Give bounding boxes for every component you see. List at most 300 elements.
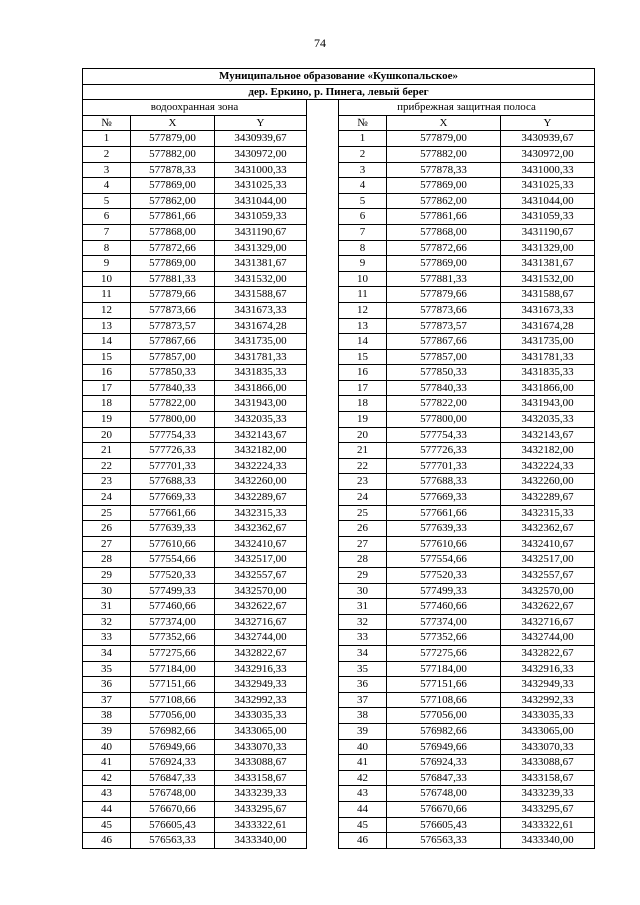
right-y-cell: 3432716,67 bbox=[501, 614, 595, 630]
table-body bbox=[83, 69, 595, 849]
right-y-cell: 3432182,00 bbox=[501, 443, 595, 459]
table-row bbox=[83, 287, 595, 303]
left-x-cell: 577726,33 bbox=[131, 443, 215, 459]
gap-cell bbox=[307, 801, 339, 817]
table-row bbox=[83, 490, 595, 506]
left-x-cell: 577108,66 bbox=[131, 692, 215, 708]
right-y-cell: 3433239,33 bbox=[501, 786, 595, 802]
right-number-cell: 23 bbox=[339, 474, 387, 490]
left-y-cell: 3432822,67 bbox=[215, 645, 307, 661]
right-x-cell: 576982,66 bbox=[387, 723, 501, 739]
right-x-cell: 577882,00 bbox=[387, 146, 501, 162]
right-y-cell: 3431381,67 bbox=[501, 256, 595, 272]
right-y-cell: 3432289,67 bbox=[501, 490, 595, 506]
right-y-cell: 3433065,00 bbox=[501, 723, 595, 739]
left-x-cell: 577661,66 bbox=[131, 505, 215, 521]
right-number-cell: 7 bbox=[339, 224, 387, 240]
page-number: 74 bbox=[314, 36, 326, 50]
right-number-cell: 26 bbox=[339, 521, 387, 537]
right-number-cell: 45 bbox=[339, 817, 387, 833]
left-x-cell: 577822,00 bbox=[131, 396, 215, 412]
water-protection-zone-header: водоохранная зона bbox=[83, 100, 307, 116]
left-number-cell: 2 bbox=[83, 146, 131, 162]
right-number-cell: 17 bbox=[339, 380, 387, 396]
right-y-cell: 3431329,00 bbox=[501, 240, 595, 256]
table-row bbox=[83, 723, 595, 739]
right-y-cell: 3431781,33 bbox=[501, 349, 595, 365]
left-x-cell: 577840,33 bbox=[131, 380, 215, 396]
left-x-cell: 577688,33 bbox=[131, 474, 215, 490]
right-x-cell: 577872,66 bbox=[387, 240, 501, 256]
right-x-cell: 577275,66 bbox=[387, 645, 501, 661]
left-number-cell: 20 bbox=[83, 427, 131, 443]
right-number-cell: 27 bbox=[339, 536, 387, 552]
right-y-cell: 3432744,00 bbox=[501, 630, 595, 646]
right-number-cell: 29 bbox=[339, 568, 387, 584]
right-number-cell: 6 bbox=[339, 209, 387, 225]
right-y-cell: 3431000,33 bbox=[501, 162, 595, 178]
gap-cell bbox=[307, 287, 339, 303]
table-row bbox=[83, 770, 595, 786]
gap-cell bbox=[307, 380, 339, 396]
left-number-cell: 8 bbox=[83, 240, 131, 256]
left-y-cell: 3430972,00 bbox=[215, 146, 307, 162]
gap-cell bbox=[307, 224, 339, 240]
right-number-cell: 28 bbox=[339, 552, 387, 568]
left-x-cell: 577701,33 bbox=[131, 458, 215, 474]
left-y-cell: 3430939,67 bbox=[215, 131, 307, 147]
right-y-cell: 3432822,67 bbox=[501, 645, 595, 661]
right-number-cell: 10 bbox=[339, 271, 387, 287]
gap-cell bbox=[307, 396, 339, 412]
right-number-cell: 40 bbox=[339, 739, 387, 755]
left-x-cell: 577881,33 bbox=[131, 271, 215, 287]
table-row bbox=[83, 505, 595, 521]
right-y-cell: 3431735,00 bbox=[501, 334, 595, 350]
table-row bbox=[83, 318, 595, 334]
left-x-cell: 577554,66 bbox=[131, 552, 215, 568]
right-x-cell: 577108,66 bbox=[387, 692, 501, 708]
right-x-cell: 577460,66 bbox=[387, 599, 501, 615]
table-row bbox=[83, 380, 595, 396]
left-x-cell: 577275,66 bbox=[131, 645, 215, 661]
gap-cell bbox=[307, 209, 339, 225]
gap-cell bbox=[307, 100, 339, 116]
left-y-cell: 3431059,33 bbox=[215, 209, 307, 225]
gap-cell bbox=[307, 349, 339, 365]
right-y-cell: 3431044,00 bbox=[501, 193, 595, 209]
left-number-cell: 29 bbox=[83, 568, 131, 584]
left-number-cell: 23 bbox=[83, 474, 131, 490]
left-number-cell: 39 bbox=[83, 723, 131, 739]
left-number-cell: 6 bbox=[83, 209, 131, 225]
left-number-cell: 22 bbox=[83, 458, 131, 474]
right-y-cell: 3432143,67 bbox=[501, 427, 595, 443]
table-row bbox=[83, 349, 595, 365]
left-x-cell: 577184,00 bbox=[131, 661, 215, 677]
left-number-cell: 38 bbox=[83, 708, 131, 724]
left-y-cell: 3431781,33 bbox=[215, 349, 307, 365]
left-y-cell: 3431025,33 bbox=[215, 178, 307, 194]
right-number-cell: 2 bbox=[339, 146, 387, 162]
left-number-cell: 44 bbox=[83, 801, 131, 817]
right-x-cell: 577861,66 bbox=[387, 209, 501, 225]
right-number-cell: 19 bbox=[339, 412, 387, 428]
left-number-cell: 4 bbox=[83, 178, 131, 194]
left-number-cell: 35 bbox=[83, 661, 131, 677]
right-number-cell: 31 bbox=[339, 599, 387, 615]
left-x-cell: 577873,66 bbox=[131, 302, 215, 318]
table-row bbox=[83, 521, 595, 537]
right-number-cell: 14 bbox=[339, 334, 387, 350]
table-row bbox=[83, 536, 595, 552]
table-row bbox=[83, 692, 595, 708]
table-row bbox=[83, 146, 595, 162]
gap-cell bbox=[307, 630, 339, 646]
left-number-cell: 9 bbox=[83, 256, 131, 272]
right-y-cell: 3432315,33 bbox=[501, 505, 595, 521]
gap-cell bbox=[307, 240, 339, 256]
left-number-cell: 30 bbox=[83, 583, 131, 599]
left-x-cell: 576847,33 bbox=[131, 770, 215, 786]
right-y-header: Y bbox=[501, 115, 595, 131]
left-number-cell: 32 bbox=[83, 614, 131, 630]
gap-cell bbox=[307, 474, 339, 490]
gap-cell bbox=[307, 583, 339, 599]
left-y-cell: 3431588,67 bbox=[215, 287, 307, 303]
left-number-cell: 42 bbox=[83, 770, 131, 786]
right-x-header: X bbox=[387, 115, 501, 131]
left-y-header: Y bbox=[215, 115, 307, 131]
right-number-cell: 33 bbox=[339, 630, 387, 646]
left-number-cell: 17 bbox=[83, 380, 131, 396]
right-number-cell: 42 bbox=[339, 770, 387, 786]
right-x-cell: 577499,33 bbox=[387, 583, 501, 599]
right-number-cell: 1 bbox=[339, 131, 387, 147]
right-number-cell: 18 bbox=[339, 396, 387, 412]
left-number-header: № bbox=[83, 115, 131, 131]
right-x-cell: 577688,33 bbox=[387, 474, 501, 490]
right-number-cell: 36 bbox=[339, 677, 387, 693]
left-x-cell: 577857,00 bbox=[131, 349, 215, 365]
right-y-cell: 3432224,33 bbox=[501, 458, 595, 474]
right-x-cell: 577879,66 bbox=[387, 287, 501, 303]
right-y-cell: 3431835,33 bbox=[501, 365, 595, 381]
left-x-cell: 576982,66 bbox=[131, 723, 215, 739]
right-x-cell: 576563,33 bbox=[387, 833, 501, 849]
left-number-cell: 36 bbox=[83, 677, 131, 693]
left-number-cell: 19 bbox=[83, 412, 131, 428]
left-x-cell: 577878,33 bbox=[131, 162, 215, 178]
table-row bbox=[83, 365, 595, 381]
table-row bbox=[83, 178, 595, 194]
gap-cell bbox=[307, 318, 339, 334]
left-number-cell: 40 bbox=[83, 739, 131, 755]
table-row bbox=[83, 552, 595, 568]
right-x-cell: 577669,33 bbox=[387, 490, 501, 506]
gap-cell bbox=[307, 505, 339, 521]
right-y-cell: 3433035,33 bbox=[501, 708, 595, 724]
left-y-cell: 3432744,00 bbox=[215, 630, 307, 646]
left-y-cell: 3432517,00 bbox=[215, 552, 307, 568]
table-row bbox=[83, 583, 595, 599]
table-row bbox=[83, 458, 595, 474]
left-y-cell: 3432992,33 bbox=[215, 692, 307, 708]
table-row bbox=[83, 755, 595, 771]
left-number-cell: 18 bbox=[83, 396, 131, 412]
left-y-cell: 3431835,33 bbox=[215, 365, 307, 381]
right-y-cell: 3431588,67 bbox=[501, 287, 595, 303]
gap-cell bbox=[307, 458, 339, 474]
right-x-cell: 577554,66 bbox=[387, 552, 501, 568]
table-row bbox=[83, 396, 595, 412]
municipality-title: Муниципальное образование «Кушкопальское» bbox=[83, 69, 595, 85]
left-x-cell: 577056,00 bbox=[131, 708, 215, 724]
gap-cell bbox=[307, 271, 339, 287]
gap-cell bbox=[307, 412, 339, 428]
left-number-cell: 25 bbox=[83, 505, 131, 521]
right-x-cell: 577754,33 bbox=[387, 427, 501, 443]
right-number-cell: 12 bbox=[339, 302, 387, 318]
left-y-cell: 3432916,33 bbox=[215, 661, 307, 677]
left-number-cell: 13 bbox=[83, 318, 131, 334]
right-x-cell: 577151,66 bbox=[387, 677, 501, 693]
left-x-cell: 577862,00 bbox=[131, 193, 215, 209]
left-y-cell: 3433322,61 bbox=[215, 817, 307, 833]
right-number-header: № bbox=[339, 115, 387, 131]
left-x-cell: 577873,57 bbox=[131, 318, 215, 334]
left-x-cell: 576605,43 bbox=[131, 817, 215, 833]
left-y-cell: 3431866,00 bbox=[215, 380, 307, 396]
right-x-cell: 577873,66 bbox=[387, 302, 501, 318]
right-y-cell: 3432992,33 bbox=[501, 692, 595, 708]
left-x-cell: 577869,00 bbox=[131, 256, 215, 272]
coordinates-table bbox=[82, 68, 595, 849]
right-x-cell: 577873,57 bbox=[387, 318, 501, 334]
table-row bbox=[83, 474, 595, 490]
left-y-cell: 3432260,00 bbox=[215, 474, 307, 490]
gap-cell bbox=[307, 115, 339, 131]
left-number-cell: 14 bbox=[83, 334, 131, 350]
right-number-cell: 32 bbox=[339, 614, 387, 630]
right-number-cell: 5 bbox=[339, 193, 387, 209]
table-row bbox=[83, 786, 595, 802]
right-y-cell: 3433340,00 bbox=[501, 833, 595, 849]
left-x-cell: 576924,33 bbox=[131, 755, 215, 771]
left-y-cell: 3431381,67 bbox=[215, 256, 307, 272]
table-row bbox=[83, 645, 595, 661]
gap-cell bbox=[307, 661, 339, 677]
right-number-cell: 21 bbox=[339, 443, 387, 459]
right-number-cell: 30 bbox=[339, 583, 387, 599]
left-y-cell: 3432182,00 bbox=[215, 443, 307, 459]
left-number-cell: 10 bbox=[83, 271, 131, 287]
left-x-cell: 577669,33 bbox=[131, 490, 215, 506]
right-y-cell: 3432622,67 bbox=[501, 599, 595, 615]
left-x-cell: 577352,66 bbox=[131, 630, 215, 646]
left-number-cell: 1 bbox=[83, 131, 131, 147]
left-number-cell: 45 bbox=[83, 817, 131, 833]
right-x-cell: 577869,00 bbox=[387, 256, 501, 272]
right-x-cell: 576847,33 bbox=[387, 770, 501, 786]
right-x-cell: 577374,00 bbox=[387, 614, 501, 630]
left-x-cell: 577499,33 bbox=[131, 583, 215, 599]
gap-cell bbox=[307, 677, 339, 693]
right-y-cell: 3432570,00 bbox=[501, 583, 595, 599]
left-y-cell: 3432224,33 bbox=[215, 458, 307, 474]
left-x-cell: 577800,00 bbox=[131, 412, 215, 428]
gap-cell bbox=[307, 552, 339, 568]
right-y-cell: 3433088,67 bbox=[501, 755, 595, 771]
right-number-cell: 38 bbox=[339, 708, 387, 724]
gap-cell bbox=[307, 692, 339, 708]
left-x-cell: 577882,00 bbox=[131, 146, 215, 162]
right-x-cell: 577869,00 bbox=[387, 178, 501, 194]
left-y-cell: 3432570,00 bbox=[215, 583, 307, 599]
left-x-cell: 576670,66 bbox=[131, 801, 215, 817]
gap-cell bbox=[307, 599, 339, 615]
right-x-cell: 577610,66 bbox=[387, 536, 501, 552]
left-x-cell: 577374,00 bbox=[131, 614, 215, 630]
left-y-cell: 3432143,67 bbox=[215, 427, 307, 443]
left-y-cell: 3432315,33 bbox=[215, 505, 307, 521]
left-number-cell: 16 bbox=[83, 365, 131, 381]
gap-cell bbox=[307, 786, 339, 802]
right-x-cell: 577862,00 bbox=[387, 193, 501, 209]
right-x-cell: 576924,33 bbox=[387, 755, 501, 771]
left-y-cell: 3432410,67 bbox=[215, 536, 307, 552]
left-y-cell: 3433239,33 bbox=[215, 786, 307, 802]
right-x-cell: 577867,66 bbox=[387, 334, 501, 350]
left-x-cell: 577879,00 bbox=[131, 131, 215, 147]
gap-cell bbox=[307, 178, 339, 194]
left-number-cell: 15 bbox=[83, 349, 131, 365]
right-number-cell: 22 bbox=[339, 458, 387, 474]
table-row bbox=[83, 240, 595, 256]
left-x-cell: 576563,33 bbox=[131, 833, 215, 849]
left-y-cell: 3431943,00 bbox=[215, 396, 307, 412]
left-number-cell: 24 bbox=[83, 490, 131, 506]
gap-cell bbox=[307, 833, 339, 849]
left-number-cell: 5 bbox=[83, 193, 131, 209]
table-row bbox=[83, 661, 595, 677]
right-x-cell: 577520,33 bbox=[387, 568, 501, 584]
left-x-cell: 577850,33 bbox=[131, 365, 215, 381]
left-y-cell: 3433088,67 bbox=[215, 755, 307, 771]
left-number-cell: 27 bbox=[83, 536, 131, 552]
gap-cell bbox=[307, 645, 339, 661]
right-x-cell: 577850,33 bbox=[387, 365, 501, 381]
left-y-cell: 3433065,00 bbox=[215, 723, 307, 739]
table-row bbox=[83, 614, 595, 630]
right-y-cell: 3431025,33 bbox=[501, 178, 595, 194]
right-x-cell: 577800,00 bbox=[387, 412, 501, 428]
left-number-cell: 43 bbox=[83, 786, 131, 802]
table-row bbox=[83, 708, 595, 724]
right-x-cell: 577661,66 bbox=[387, 505, 501, 521]
left-y-cell: 3432949,33 bbox=[215, 677, 307, 693]
left-y-cell: 3433035,33 bbox=[215, 708, 307, 724]
table-row bbox=[83, 256, 595, 272]
right-number-cell: 8 bbox=[339, 240, 387, 256]
right-number-cell: 11 bbox=[339, 287, 387, 303]
left-number-cell: 11 bbox=[83, 287, 131, 303]
left-y-cell: 3432622,67 bbox=[215, 599, 307, 615]
left-y-cell: 3433158,67 bbox=[215, 770, 307, 786]
left-x-cell: 577869,00 bbox=[131, 178, 215, 194]
left-y-cell: 3432035,33 bbox=[215, 412, 307, 428]
right-number-cell: 25 bbox=[339, 505, 387, 521]
left-number-cell: 12 bbox=[83, 302, 131, 318]
left-number-cell: 3 bbox=[83, 162, 131, 178]
right-y-cell: 3432362,67 bbox=[501, 521, 595, 537]
left-x-cell: 577610,66 bbox=[131, 536, 215, 552]
table-row bbox=[83, 209, 595, 225]
right-y-cell: 3430939,67 bbox=[501, 131, 595, 147]
gap-cell bbox=[307, 770, 339, 786]
gap-cell bbox=[307, 302, 339, 318]
left-y-cell: 3431329,00 bbox=[215, 240, 307, 256]
right-y-cell: 3430972,00 bbox=[501, 146, 595, 162]
right-number-cell: 13 bbox=[339, 318, 387, 334]
left-y-cell: 3431735,00 bbox=[215, 334, 307, 350]
table-row bbox=[83, 162, 595, 178]
right-y-cell: 3431532,00 bbox=[501, 271, 595, 287]
gap-cell bbox=[307, 817, 339, 833]
right-y-cell: 3432035,33 bbox=[501, 412, 595, 428]
gap-cell bbox=[307, 755, 339, 771]
left-y-cell: 3431190,67 bbox=[215, 224, 307, 240]
table-row bbox=[83, 224, 595, 240]
right-number-cell: 16 bbox=[339, 365, 387, 381]
gap-cell bbox=[307, 708, 339, 724]
left-y-cell: 3432557,67 bbox=[215, 568, 307, 584]
left-x-cell: 577520,33 bbox=[131, 568, 215, 584]
right-x-cell: 577881,33 bbox=[387, 271, 501, 287]
right-y-cell: 3432949,33 bbox=[501, 677, 595, 693]
table-row bbox=[83, 427, 595, 443]
left-number-cell: 46 bbox=[83, 833, 131, 849]
right-x-cell: 577857,00 bbox=[387, 349, 501, 365]
left-x-cell: 577867,66 bbox=[131, 334, 215, 350]
right-number-cell: 9 bbox=[339, 256, 387, 272]
right-y-cell: 3431674,28 bbox=[501, 318, 595, 334]
gap-cell bbox=[307, 614, 339, 630]
right-x-cell: 577701,33 bbox=[387, 458, 501, 474]
gap-cell bbox=[307, 162, 339, 178]
left-number-cell: 41 bbox=[83, 755, 131, 771]
right-x-cell: 577868,00 bbox=[387, 224, 501, 240]
left-number-cell: 31 bbox=[83, 599, 131, 615]
table-row bbox=[83, 334, 595, 350]
right-number-cell: 39 bbox=[339, 723, 387, 739]
left-x-cell: 576949,66 bbox=[131, 739, 215, 755]
left-number-cell: 21 bbox=[83, 443, 131, 459]
left-number-cell: 26 bbox=[83, 521, 131, 537]
right-y-cell: 3433322,61 bbox=[501, 817, 595, 833]
right-number-cell: 43 bbox=[339, 786, 387, 802]
right-y-cell: 3433295,67 bbox=[501, 801, 595, 817]
left-number-cell: 34 bbox=[83, 645, 131, 661]
table-row bbox=[83, 131, 595, 147]
left-y-cell: 3431000,33 bbox=[215, 162, 307, 178]
left-x-cell: 576748,00 bbox=[131, 786, 215, 802]
table-row bbox=[83, 739, 595, 755]
right-y-cell: 3431059,33 bbox=[501, 209, 595, 225]
gap-cell bbox=[307, 568, 339, 584]
right-number-cell: 3 bbox=[339, 162, 387, 178]
gap-cell bbox=[307, 536, 339, 552]
